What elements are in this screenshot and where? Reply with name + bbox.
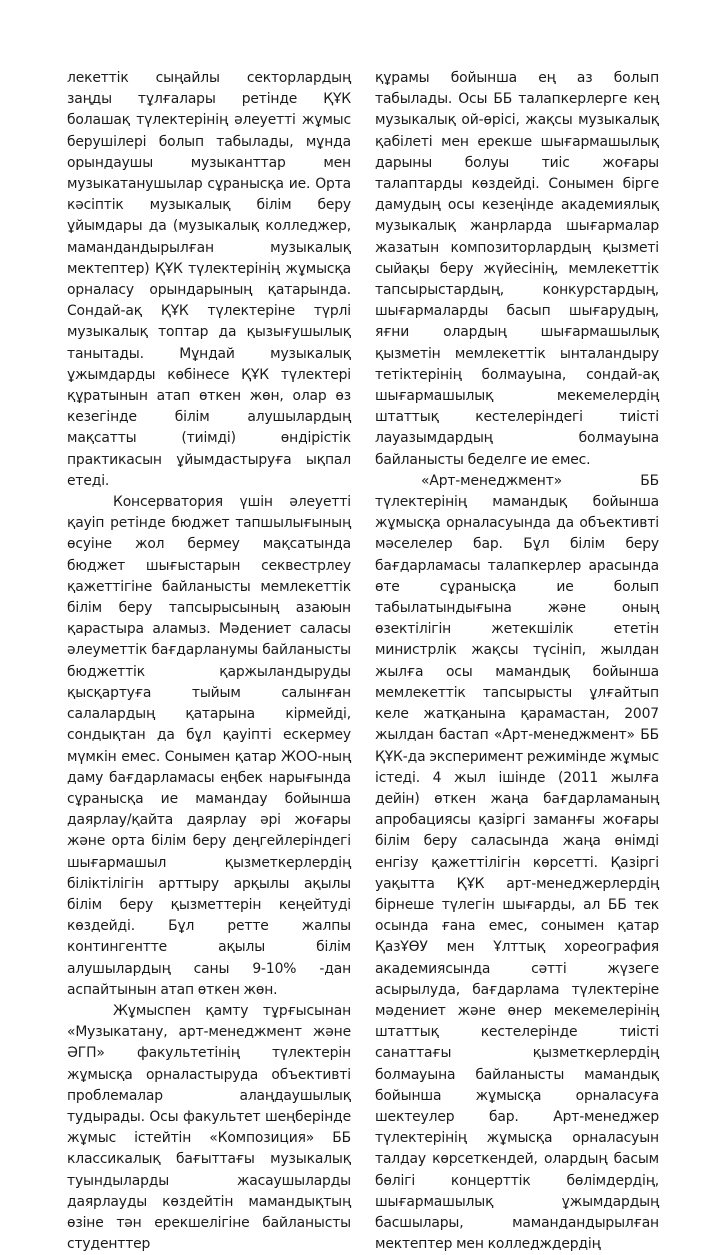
right-text-column	[375, 68, 659, 1255]
paragraph-left-2: Консерватория үшін әлеуетті қауіп ретінде бюджет тапшылығының өсуіне жол бермеу мақсатында бюджет шығыстарын секвестрлеу қажеттігіне байланысты мемлекеттік білім беру тапсырысының азаюын қарастыра аламыз. Мәдениет саласы әлеуметтік бағдарланумы байланысты бюджеттік қаржыландыруды қысқартуға тыйым салынған салалардың қатарына кірмейді, сондықтан да бұл қауіпті ескермеу мүмкін емес. Сонымен қатар ЖОО-ның даму бағдарламасы еңбек нарығында сұранысқа ие мамандау бойынша даярлау/қайта даярлау әрі жоғары және орта білім беру деңгейлеріндегі шығармашыл қызметкерлердің біліктілігін арттыру арқылы ақылы білім беру қызметтерін кеңейтуді көздейді. Бұл ретте жалпы контингентте ақылы білім алушылардың саны 9-10% -дан аспайтынын атап өткен жөн.	[67, 494, 351, 998]
left-text-column	[67, 68, 351, 1255]
paragraph-right-1: құрамы бойынша ең аз болып табылады. Осы ББ талапкерлерге кең музыкалық ой-өрісі, жақсы музыкалық қабілеті мен ерекше шығармашылық дарыны болуы тиіс жоғары талаптарды көздейді. Сонымен бірге дамудың осы кезеңінде академиялық музыкалық жанрларда шығармалар жазатын композиторлардың қызметі сыйақы беру жүйесінің, мемлекеттік тапсырыстардың, конкурстардың, шығармаларды басып шығарудың, яғни олардың шығармашылық қызметін мемлекеттік ынталандыру тетіктерінің болмауына, сондай-ақ шығармашылық мекемелердің штаттық кестелеріндегі тиісті лауазымдардың болмауына байланысты беделге ие емес.	[375, 70, 659, 468]
paragraph-right-2: «Арт-менеджмент» ББ түлектерінің мамандық бойынша жұмысқа орналасуында да объективті мәселелер бар. Бұл білім беру бағдарламасы талапкерлер арасында өте сұранысқа ие болып табылатындығына және оның өзектілігін жетекшілік ететін министрлік жақсы түсініп, жылдан жылға осы мамандық бойынша мемлекеттік тапсырысты ұлғайтып келе жатқанына қарамастан, 2007 жылдан бастап «Арт-менеджмент» ББ ҚҰК-да эксперимент режимінде жұмыс істеді. 4 жыл ішінде (2011 жылға дейін) өткен жаңа бағдарламаның апробациясы қазіргі заманғы жоғары білім беру саласында жаңа өнімді енгізу қажеттілігін көрсетті. Қазіргі уақытта ҚҰК арт-менеджерлердің бірнеше түлегін шығарды, ал ББ тек осында ғана емес, сонымен қатар ҚазҰӨУ мен Ұлттық хореография академиясында сәтті жүзеге асырылуда, бағдарлама түлектеріне мәдениет және өнер мекемелерінің штаттық кестелерінде тиісті санаттағы қызметкерлердің болмауына байланысты мамандық бойынша жұмысқа орналасуға шектеулер бар. Арт-менеджер түлектерінің жұмысқа орналасуын талдау көрсеткендей, олардың басым бөлігі концерттік бөлімдердің, шығармашылық ұжымдардың басшылары, мамандандырылған мектептер мен колледждердің	[375, 472, 659, 1253]
paragraph-left-3: Жұмыспен қамту тұрғысынан «Музыкатану, арт-менеджмент және ӘГП» факультетінің түлектерін жұмысқа орналастыруда объективті проблемалар алаңдаушылық тудырады. Осы факультет шеңберінде жұмыс істейтін «Композиция» ББ классикалық бағыттағы музыкалық туындыларды жасаушыларды даярлауды көздейтін мамандықтың өзіне тән ерекшелігіне байланысты студенттер	[67, 1002, 351, 1253]
paragraph-left-1: лекеттік сыңайлы секторлардың заңды тұлғалары ретінде ҚҰК болашақ түлектерінің әлеуетті жұмыс берушілері болып табылады, мұнда орындаушы музыканттар мен музыкатанушылар сұранысқа ие. Орта кәсіптік музыкалық білім беру ұйымдары да (музыкалық колледжер, мамандандырылған музыкалық мектептер) ҚҰК түлектерінің жұмысқа орналасу орындарының қатарында. Сондай-ақ ҚҰК түлектеріне түрлі музыкалық топтар да қызығушылық танытады. Мұндай музыкалық ұжымдарды көбінесе ҚҰК түлектері құратынын атап өткен жөн, олар өз кезегінде білім алушылардың мақсатты (тиімді) өндірістік практикасын ұйымдастыруға ықпал етеді.	[67, 70, 351, 489]
